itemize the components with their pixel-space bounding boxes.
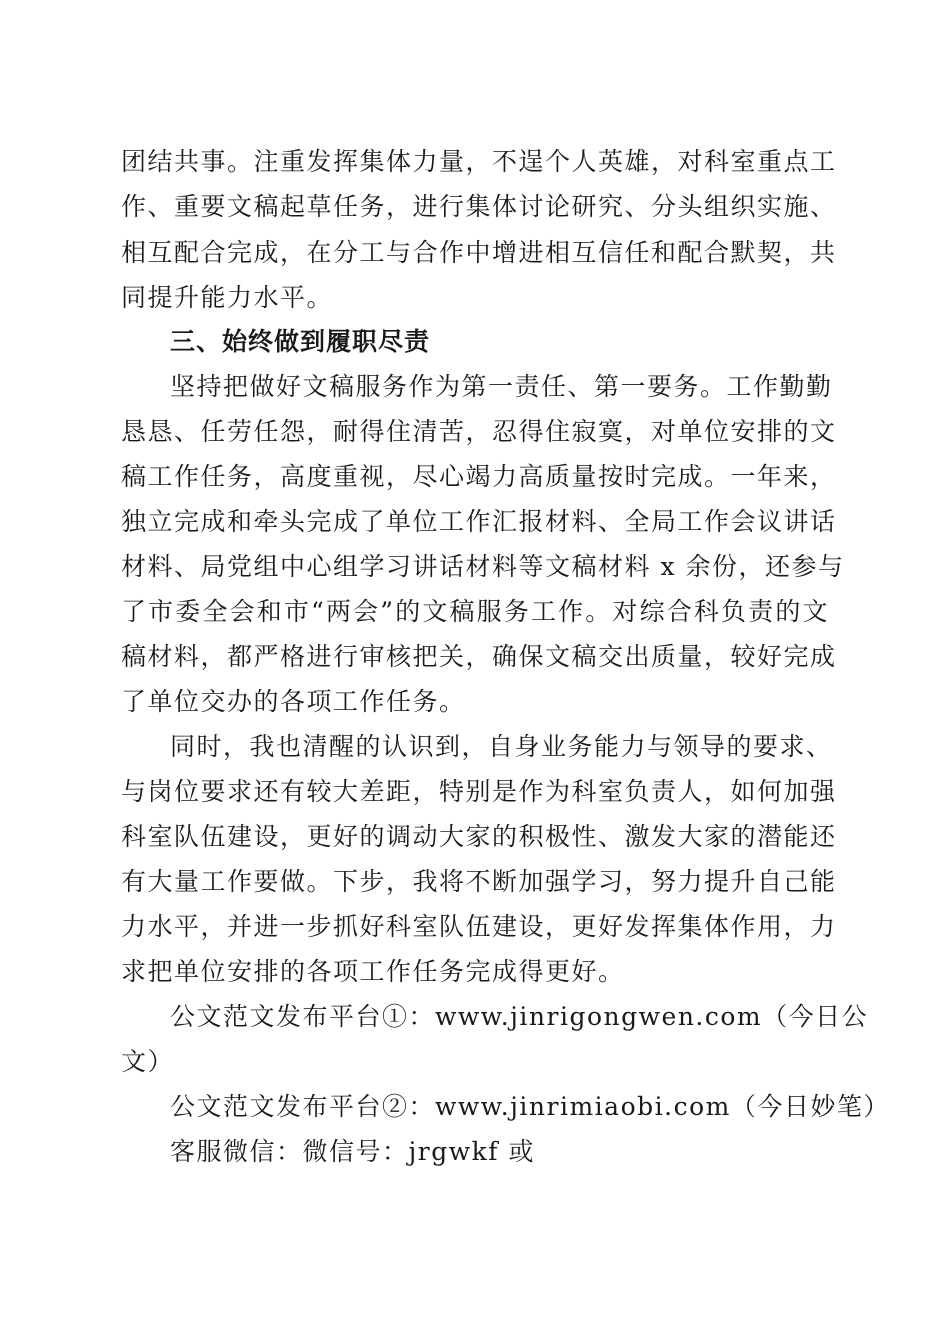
paragraph-line: 团结共事。注重发挥集体力量，不逞个人英雄，对科室重点工 [121, 147, 837, 176]
paragraph-line: 同时，我也清醒的认识到，自身业务能力与领导的要求、 [170, 732, 833, 761]
paragraph-line: 稿工作任务，高度重视，尽心竭力高质量按时完成。一年来， [121, 462, 837, 491]
platform-1-line-1: 公文范文发布平台①：www.jinrigongwen.com（今日公 [170, 1002, 869, 1031]
paragraph-line: 科室队伍建设，更好的调动大家的积极性、激发大家的潜能还 [121, 822, 837, 851]
section-heading: 三、始终做到履职尽责 [170, 327, 431, 356]
paragraph-line: 同提升能力水平。 [121, 283, 334, 312]
paragraph-line: 作、重要文稿起草任务，进行集体讨论研究、分头组织实施、 [121, 192, 837, 221]
paragraph-line: 了市委全会和市“两会”的文稿服务工作。对综合科负责的文 [121, 597, 829, 626]
platform-1-line-2: 文） [121, 1047, 175, 1076]
paragraph-line: 稿材料，都严格进行审核把关，确保文稿交出质量，较好完成 [121, 642, 837, 671]
paragraph-line: 独立完成和牵头完成了单位工作汇报材料、全局工作会议讲话 [121, 507, 837, 536]
service-wechat: 客服微信：微信号：jrgwkf 或 [170, 1137, 535, 1166]
paragraph-line: 材料、局党组中心组学习讲话材料等文稿材料 x 余份，还参与 [121, 552, 845, 581]
paragraph-line: 了单位交办的各项工作任务。 [121, 687, 466, 716]
paragraph-line: 坚持把做好文稿服务作为第一责任、第一要务。工作勤勤 [170, 372, 833, 401]
paragraph-line: 有大量工作要做。下步，我将不断加强学习，努力提升自己能 [121, 867, 837, 896]
paragraph-line: 恳恳、任劳任怨，耐得住清苦，忍得住寂寞，对单位安排的文 [121, 417, 837, 446]
platform-2: 公文范文发布平台②：www.jinrimiaobi.com（今日妙笔） [170, 1092, 890, 1121]
paragraph-line: 相互配合完成，在分工与合作中增进相互信任和配合默契，共 [121, 238, 837, 267]
paragraph-line: 求把单位安排的各项工作任务完成得更好。 [121, 957, 625, 986]
paragraph-line: 与岗位要求还有较大差距，特别是作为科室负责人，如何加强 [121, 777, 837, 806]
paragraph-line: 力水平，并进一步抓好科室队伍建设，更好发挥集体作用，力 [121, 912, 837, 941]
